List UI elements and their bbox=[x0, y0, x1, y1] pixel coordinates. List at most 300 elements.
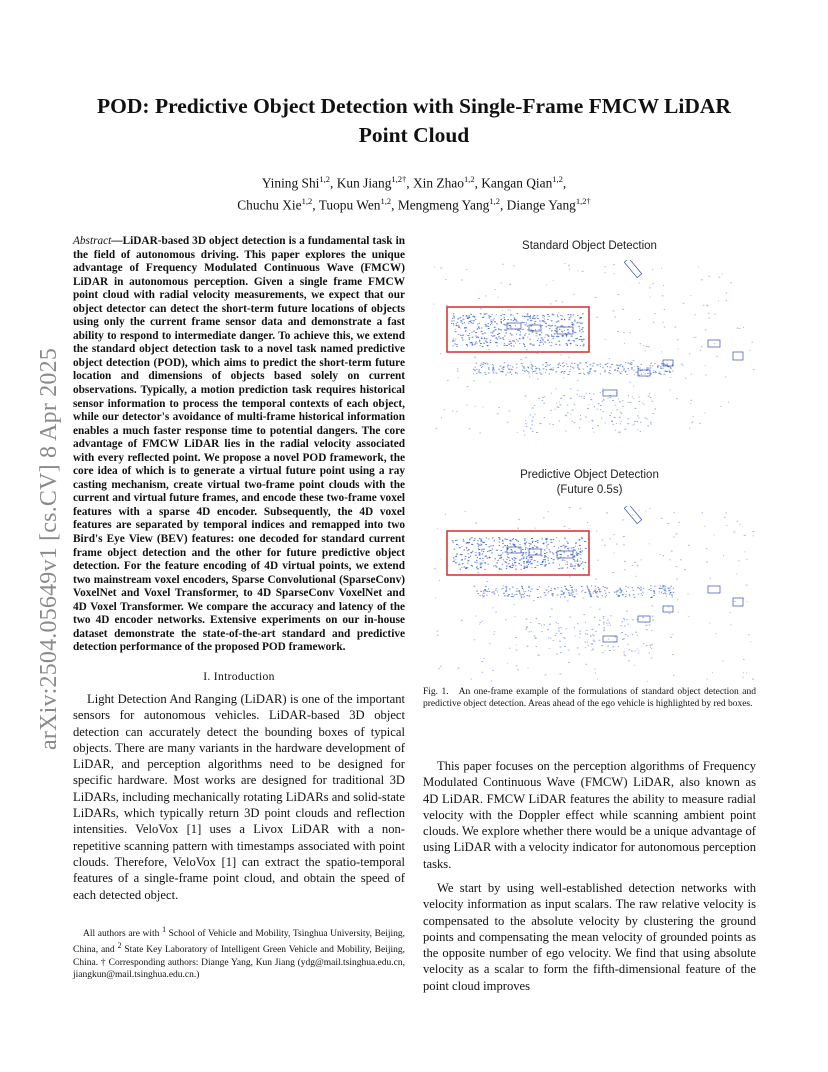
lidar-point bbox=[466, 315, 467, 316]
lidar-point bbox=[514, 551, 516, 552]
lidar-point bbox=[524, 540, 525, 541]
lidar-point bbox=[619, 366, 621, 367]
lidar-point bbox=[734, 601, 736, 602]
lidar-point bbox=[583, 373, 584, 374]
lidar-point bbox=[591, 643, 593, 644]
lidar-point bbox=[475, 616, 476, 617]
lidar-point bbox=[651, 401, 653, 402]
lidar-point bbox=[659, 588, 661, 589]
lidar-point bbox=[504, 545, 506, 546]
lidar-point bbox=[588, 373, 590, 374]
lidar-point bbox=[600, 366, 601, 367]
lidar-point bbox=[480, 591, 482, 592]
lidar-point bbox=[561, 355, 562, 356]
lidar-point bbox=[473, 331, 475, 332]
lidar-point bbox=[508, 309, 509, 310]
lidar-point bbox=[593, 640, 595, 641]
lidar-point bbox=[474, 316, 475, 317]
lidar-point bbox=[560, 315, 561, 316]
lidar-point bbox=[531, 364, 532, 365]
lidar-point bbox=[706, 548, 707, 549]
lidar-point bbox=[625, 371, 627, 372]
lidar-point bbox=[437, 635, 439, 636]
lidar-point bbox=[618, 646, 619, 647]
lidar-point bbox=[523, 322, 524, 323]
lidar-point bbox=[590, 364, 592, 365]
lidar-point bbox=[670, 377, 671, 378]
lidar-point bbox=[583, 398, 585, 399]
lidar-point bbox=[596, 596, 598, 597]
lidar-point bbox=[536, 553, 538, 554]
lidar-point bbox=[521, 594, 523, 595]
lidar-point bbox=[570, 316, 571, 317]
lidar-point bbox=[662, 555, 664, 556]
lidar-point bbox=[603, 411, 604, 412]
lidar-point bbox=[603, 400, 605, 401]
lidar-point bbox=[573, 314, 575, 315]
lidar-point bbox=[726, 293, 727, 294]
lidar-point bbox=[575, 636, 576, 637]
lidar-point bbox=[541, 625, 542, 626]
lidar-point bbox=[545, 595, 547, 596]
lidar-point bbox=[560, 627, 562, 628]
lidar-point bbox=[512, 587, 514, 588]
lidar-point bbox=[629, 402, 631, 403]
lidar-point bbox=[581, 538, 583, 539]
lidar-point bbox=[510, 543, 511, 544]
lidar-point bbox=[631, 364, 632, 365]
lidar-point bbox=[476, 560, 477, 561]
lidar-point bbox=[492, 607, 493, 608]
lidar-point bbox=[526, 563, 527, 564]
lidar-point bbox=[549, 328, 550, 329]
lidar-point bbox=[522, 365, 523, 366]
lidar-point bbox=[532, 369, 533, 370]
lidar-point bbox=[478, 544, 480, 545]
point-cloud-predictive bbox=[423, 506, 756, 686]
lidar-point bbox=[642, 595, 643, 596]
lidar-point bbox=[688, 593, 689, 594]
lidar-point bbox=[488, 328, 490, 329]
lidar-point bbox=[643, 588, 645, 589]
lidar-point bbox=[585, 562, 587, 563]
lidar-point bbox=[557, 595, 559, 596]
lidar-point bbox=[563, 395, 565, 396]
lidar-point bbox=[631, 369, 632, 370]
lidar-point bbox=[482, 558, 483, 559]
lidar-point bbox=[502, 540, 503, 541]
lidar-point bbox=[454, 558, 455, 559]
lidar-point bbox=[527, 319, 529, 320]
lidar-point bbox=[610, 615, 611, 616]
lidar-point bbox=[629, 332, 631, 333]
lidar-point bbox=[494, 631, 495, 632]
lidar-point bbox=[522, 549, 524, 550]
lidar-point bbox=[579, 330, 581, 331]
lidar-point bbox=[691, 374, 692, 375]
lidar-point bbox=[737, 328, 739, 329]
lidar-point bbox=[536, 317, 537, 318]
lidar-point bbox=[539, 334, 541, 335]
lidar-point bbox=[485, 563, 486, 564]
lidar-point bbox=[506, 568, 507, 569]
lidar-point bbox=[555, 301, 557, 302]
lidar-point bbox=[487, 364, 489, 365]
lidar-point bbox=[527, 561, 529, 562]
lidar-point bbox=[453, 345, 454, 346]
lidar-point bbox=[523, 431, 524, 432]
lidar-point bbox=[569, 595, 571, 596]
lidar-point bbox=[497, 297, 498, 298]
lidar-point bbox=[576, 554, 578, 555]
lidar-point bbox=[670, 637, 672, 638]
lidar-point bbox=[491, 552, 492, 553]
lidar-point bbox=[603, 616, 605, 617]
lidar-point bbox=[523, 558, 525, 559]
lidar-point bbox=[550, 326, 552, 327]
lidar-point bbox=[502, 337, 504, 338]
lidar-point bbox=[528, 587, 530, 588]
lidar-point bbox=[471, 320, 473, 321]
lidar-point bbox=[557, 316, 558, 317]
lidar-point bbox=[471, 679, 472, 680]
lidar-point bbox=[593, 394, 594, 395]
lidar-point bbox=[456, 411, 457, 412]
lidar-point bbox=[688, 616, 689, 617]
lidar-point bbox=[516, 321, 517, 322]
lidar-point bbox=[472, 344, 474, 345]
lidar-point bbox=[555, 325, 557, 326]
lidar-point bbox=[579, 369, 580, 370]
lidar-point bbox=[577, 593, 578, 594]
lidar-point bbox=[514, 545, 515, 546]
lidar-point bbox=[584, 396, 585, 397]
lidar-point bbox=[441, 559, 442, 560]
lidar-point bbox=[555, 344, 557, 345]
lidar-point bbox=[458, 325, 459, 326]
lidar-point bbox=[659, 591, 660, 592]
lidar-point bbox=[477, 557, 478, 558]
lidar-point bbox=[498, 595, 499, 596]
lidar-point bbox=[562, 363, 563, 364]
lidar-point bbox=[437, 528, 438, 529]
lidar-point bbox=[480, 308, 482, 309]
lidar-point bbox=[549, 365, 550, 366]
lidar-point bbox=[474, 639, 475, 640]
lidar-point bbox=[535, 638, 537, 639]
lidar-point bbox=[617, 331, 619, 332]
lidar-point bbox=[599, 609, 601, 610]
paper-title: POD: Predictive Object Detection with Single-Frame FMCW LiDAR Point Cloud bbox=[97, 94, 731, 147]
lidar-point bbox=[485, 341, 487, 342]
lidar-point bbox=[706, 561, 708, 562]
lidar-point bbox=[567, 561, 568, 562]
lidar-point bbox=[608, 398, 609, 399]
lidar-point bbox=[556, 328, 557, 329]
lidar-point bbox=[537, 379, 538, 380]
lidar-point bbox=[468, 323, 469, 324]
lidar-point bbox=[629, 382, 631, 383]
lidar-point bbox=[483, 551, 485, 552]
lidar-point bbox=[650, 585, 652, 586]
lidar-point bbox=[652, 620, 654, 621]
abstract-text: —LiDAR-based 3D object detection is a fundamental task in the field of autonomous driving. This paper explores the unique advantage of Frequency Modulated Continuous Wave (FMCW) LiDAR in autonomous perception. Given a single frame FMCW point cloud with radial velocity measurements, we expect that our object detector can detect the short-term future locations of objects using only the current frame sensor data and demonstrate a fast ability to respond to intermediate danger. To achieve this, we extend the standard object detection task to a novel task named predictive object detection (POD), which aims to predict the short-term future location and dimensions of objects based solely on current observations. Typically, a motion prediction task requires historical sensor information to process the temporal contexts of each object, while our detector's avoidance of multi-frame historical information enables a much faster response time to potential dangers. The core advantage of FMCW LiDAR lies in the radial velocity associated with every reflected point. We propose a novel POD framework, the core idea of which is to generate a virtual future point using a ray casting mechanism, create virtual two-frame point clouds with the current and virtual future frames, and encode these two-frame voxel features with a sparse 4D encoder. Subsequently, the 4D voxel features are separated by temporal indices and remapped into two Bird's Eye View (BEV) features: one decoded for standard current frame object detection and the other for future predictive object detection. For the feature encoding of 4D virtual points, we extend two mainstream voxel encoders, Sparse Convolutional (SparseConv) VoxelNet and Voxel Transformer, to 4D SparseConv VoxelNet and 4D Voxel Transformer. We compare the accuracy and latency of the two 4D encoder networks. Extensive experiments on our in-house dataset demonstrate the state-of-the-art standard and predictive detection performance of the proposed POD framework. bbox=[73, 235, 405, 654]
lidar-point bbox=[462, 559, 463, 560]
lidar-point bbox=[524, 591, 525, 592]
lidar-point bbox=[480, 563, 482, 564]
lidar-point bbox=[503, 547, 504, 548]
lidar-point bbox=[574, 332, 575, 333]
detection-box bbox=[708, 586, 720, 593]
lidar-point bbox=[676, 398, 678, 399]
lidar-point bbox=[526, 619, 528, 620]
lidar-point bbox=[665, 586, 667, 587]
lidar-point bbox=[493, 320, 494, 321]
lidar-point bbox=[660, 554, 661, 555]
lidar-point bbox=[634, 421, 636, 422]
lidar-point bbox=[522, 329, 523, 330]
lidar-point bbox=[545, 561, 546, 562]
lidar-point bbox=[582, 323, 583, 324]
lidar-point bbox=[588, 589, 590, 590]
lidar-point bbox=[464, 559, 465, 560]
lidar-point bbox=[574, 404, 575, 405]
lidar-point bbox=[616, 594, 617, 595]
lidar-point bbox=[631, 367, 633, 368]
lidar-point bbox=[501, 569, 502, 570]
lidar-point bbox=[545, 566, 546, 567]
lidar-point bbox=[558, 623, 559, 624]
lidar-point bbox=[558, 631, 560, 632]
lidar-point bbox=[468, 549, 470, 550]
lidar-point bbox=[469, 538, 470, 539]
lidar-point bbox=[515, 565, 516, 566]
lidar-point bbox=[627, 423, 629, 424]
lidar-point bbox=[498, 369, 500, 370]
lidar-point bbox=[603, 388, 604, 389]
lidar-point bbox=[549, 369, 551, 370]
lidar-point bbox=[466, 548, 467, 549]
lidar-point bbox=[491, 545, 492, 546]
lidar-point bbox=[512, 563, 513, 564]
lidar-point bbox=[476, 567, 477, 568]
lidar-point bbox=[602, 391, 603, 392]
lidar-point bbox=[542, 339, 544, 340]
lidar-point bbox=[529, 316, 531, 317]
lidar-point bbox=[589, 393, 590, 394]
lidar-point bbox=[496, 562, 498, 563]
lidar-point bbox=[497, 560, 498, 561]
lidar-point bbox=[523, 343, 524, 344]
lidar-point bbox=[537, 540, 539, 541]
lidar-point bbox=[706, 374, 707, 375]
lidar-point bbox=[553, 280, 554, 281]
lidar-point bbox=[551, 558, 552, 559]
lidar-point bbox=[588, 645, 589, 646]
lidar-point bbox=[469, 540, 470, 541]
figure-label-predictive-line1: Predictive Object Detection bbox=[520, 469, 659, 481]
lidar-point bbox=[568, 662, 570, 663]
lidar-point bbox=[459, 317, 460, 318]
lidar-point bbox=[616, 544, 618, 545]
lidar-point bbox=[570, 366, 572, 367]
lidar-point bbox=[709, 318, 711, 319]
lidar-point bbox=[537, 542, 538, 543]
lidar-point bbox=[485, 544, 487, 545]
lidar-point bbox=[564, 263, 565, 264]
lidar-point bbox=[590, 635, 591, 636]
lidar-point bbox=[637, 372, 638, 373]
lidar-point bbox=[445, 514, 446, 515]
lidar-point bbox=[452, 318, 453, 319]
lidar-point bbox=[574, 627, 575, 628]
lidar-point bbox=[610, 397, 612, 398]
lidar-point bbox=[638, 429, 639, 430]
lidar-point bbox=[522, 553, 523, 554]
lidar-point bbox=[609, 623, 611, 624]
lidar-point bbox=[638, 375, 640, 376]
lidar-point bbox=[456, 346, 457, 347]
lidar-point bbox=[646, 418, 647, 419]
lidar-point bbox=[650, 588, 652, 589]
lidar-point bbox=[528, 368, 529, 369]
lidar-point bbox=[541, 564, 542, 565]
lidar-point bbox=[637, 366, 639, 367]
lidar-point bbox=[604, 545, 606, 546]
lidar-point bbox=[507, 319, 509, 320]
lidar-point bbox=[535, 541, 537, 542]
lidar-point bbox=[483, 343, 485, 344]
lidar-point bbox=[567, 374, 569, 375]
lidar-point bbox=[654, 313, 655, 314]
lidar-point bbox=[601, 418, 602, 419]
lidar-point bbox=[678, 612, 679, 613]
lidar-point bbox=[703, 305, 705, 306]
lidar-point bbox=[462, 546, 463, 547]
lidar-point bbox=[542, 631, 543, 632]
lidar-point bbox=[564, 330, 565, 331]
lidar-point bbox=[617, 371, 618, 372]
lidar-point bbox=[579, 427, 580, 428]
lidar-point bbox=[534, 323, 535, 324]
lidar-point bbox=[548, 638, 549, 639]
lidar-point bbox=[666, 371, 668, 372]
lidar-point bbox=[504, 345, 506, 346]
lidar-point bbox=[536, 432, 538, 433]
lidar-point bbox=[728, 402, 729, 403]
lidar-point bbox=[649, 508, 650, 509]
lidar-point bbox=[600, 405, 602, 406]
lidar-point bbox=[517, 330, 519, 331]
lidar-point bbox=[619, 417, 621, 418]
lidar-point bbox=[485, 324, 487, 325]
lidar-point bbox=[496, 323, 498, 324]
lidar-point bbox=[488, 373, 490, 374]
lidar-point bbox=[507, 323, 508, 324]
lidar-point bbox=[570, 566, 572, 567]
lidar-point bbox=[572, 340, 573, 341]
lidar-point bbox=[545, 559, 546, 560]
lidar-point bbox=[580, 633, 582, 634]
lidar-point bbox=[508, 594, 510, 595]
lidar-point bbox=[583, 614, 585, 615]
lidar-point bbox=[474, 357, 476, 358]
lidar-point bbox=[611, 364, 613, 365]
lidar-point bbox=[597, 425, 599, 426]
lidar-point bbox=[574, 555, 575, 556]
author-list bbox=[150, 170, 678, 215]
lidar-point bbox=[654, 408, 656, 409]
lidar-point bbox=[598, 365, 599, 366]
lidar-point bbox=[487, 591, 489, 592]
lidar-point bbox=[560, 326, 561, 327]
lidar-point bbox=[668, 590, 670, 591]
lidar-point bbox=[596, 531, 597, 532]
lidar-point bbox=[433, 304, 434, 305]
lidar-point bbox=[495, 565, 496, 566]
lidar-point bbox=[578, 566, 580, 567]
lidar-point bbox=[473, 320, 475, 321]
lidar-point bbox=[458, 545, 459, 546]
lidar-point bbox=[510, 343, 512, 344]
lidar-point bbox=[547, 314, 549, 315]
lidar-point bbox=[536, 618, 538, 619]
lidar-point bbox=[726, 512, 727, 513]
lidar-point bbox=[569, 576, 571, 577]
lidar-point bbox=[610, 625, 611, 626]
lidar-point bbox=[500, 555, 501, 556]
lidar-point bbox=[545, 556, 547, 557]
lidar-point bbox=[702, 512, 704, 513]
lidar-point bbox=[615, 405, 616, 406]
lidar-point bbox=[746, 585, 748, 586]
lidar-point bbox=[465, 330, 466, 331]
lidar-point bbox=[612, 646, 614, 647]
lidar-point bbox=[553, 539, 554, 540]
lidar-point bbox=[488, 369, 490, 370]
lidar-point bbox=[473, 540, 475, 541]
lidar-point bbox=[529, 318, 531, 319]
lidar-point bbox=[492, 370, 493, 371]
lidar-point bbox=[736, 574, 737, 575]
lidar-point bbox=[585, 363, 586, 364]
lidar-point bbox=[461, 321, 462, 322]
lidar-point bbox=[536, 565, 538, 566]
lidar-point bbox=[663, 285, 664, 286]
lidar-point bbox=[523, 557, 525, 558]
lidar-point bbox=[551, 393, 552, 394]
lidar-point bbox=[569, 593, 571, 594]
lidar-point bbox=[472, 551, 473, 552]
lidar-point bbox=[597, 679, 598, 680]
lidar-point bbox=[497, 339, 499, 340]
lidar-point bbox=[562, 316, 563, 317]
lidar-point bbox=[552, 314, 554, 315]
lidar-point bbox=[489, 557, 491, 558]
lidar-point bbox=[556, 537, 557, 538]
lidar-point bbox=[652, 269, 653, 270]
lidar-point bbox=[578, 548, 579, 549]
lidar-point bbox=[526, 322, 527, 323]
lidar-point bbox=[633, 386, 634, 387]
lidar-point bbox=[568, 590, 570, 591]
lidar-point bbox=[561, 591, 563, 592]
lidar-point bbox=[648, 396, 650, 397]
lidar-point bbox=[560, 405, 562, 406]
lidar-point bbox=[719, 277, 721, 278]
lidar-point bbox=[544, 396, 545, 397]
lidar-point bbox=[504, 539, 506, 540]
